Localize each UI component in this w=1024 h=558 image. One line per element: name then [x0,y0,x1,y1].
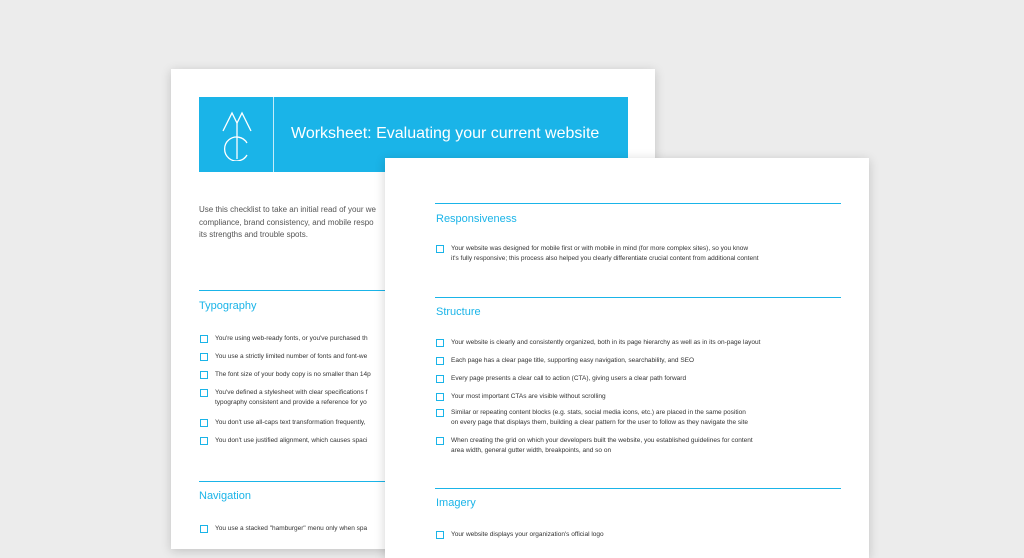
section-heading-typography: Typography [199,300,257,312]
checklist-item: You don't use justified alignment, which causes spaci [215,437,368,444]
checklist-item: The font size of your body copy is no smaller than 14p [215,371,371,378]
checklist-item: Your website displays your organization's official logo [451,531,604,538]
section-heading-navigation: Navigation [199,490,251,502]
section-heading-imagery: Imagery [436,497,476,509]
brand-logo [199,97,274,172]
checkbox[interactable] [200,437,208,445]
checklist-item: You're using web-ready fonts, or you've purchased th [215,335,368,342]
checklist-item: Your website was designed for mobile first or with mobile in mind (for more complex sites), so you know it's fully responsive; this process also helped you clearly differentiate crucial content from additional content [451,245,759,262]
checklist-item: When creating the grid on which your developers built the website, you established guidelines for content area width, general gutter width, breakpoints, and so on [451,437,753,454]
checklist-item: You use a strictly limited number of fonts and font-we [215,353,368,360]
section-divider [435,488,841,489]
checklist-item: You don't use all-caps text transformation frequently, [215,419,366,426]
intro-text: Use this checklist to take an initial read of your we compliance, brand consistency, and mobile respo its strengths and trouble spots. [199,205,376,239]
checkbox[interactable] [200,353,208,361]
checklist-item: Your website is clearly and consistently organized, both in its page hierarchy as well as in its on-page layout [451,339,761,346]
checkbox[interactable] [436,245,444,253]
checkbox[interactable] [436,437,444,445]
checkbox[interactable] [200,419,208,427]
checkbox[interactable] [436,375,444,383]
checkbox[interactable] [200,525,208,533]
section-divider [435,297,841,298]
section-heading-structure: Structure [436,306,481,318]
mc-logo-icon [219,109,255,161]
worksheet-title: Worksheet: Evaluating your current website [291,125,600,142]
section-divider [435,203,841,204]
section-heading-responsiveness: Responsiveness [436,213,517,225]
checkbox[interactable] [200,371,208,379]
checkbox[interactable] [436,357,444,365]
worksheet-front-page [385,158,869,558]
checklist-item: Every page presents a clear call to action (CTA), giving users a clear path forward [451,375,687,382]
checklist-item: Your most important CTAs are visible without scrolling [451,393,606,400]
checkbox[interactable] [436,393,444,401]
checkbox[interactable] [200,389,208,397]
checklist-item: You use a stacked "hamburger" menu only when spa [215,525,368,532]
checkbox[interactable] [200,335,208,343]
checklist-item: Similar or repeating content blocks (e.g. stats, social media icons, etc.) are placed in the same position on every page that displays them, building a clear pattern for the user to follow as they navigate the site [451,409,749,426]
checklist-item: You've defined a stylesheet with clear specifications f typography consistent and provide a reference for yo [215,389,368,406]
checkbox[interactable] [436,409,444,417]
checkbox[interactable] [436,339,444,347]
checklist-item: Each page has a clear page title, supporting easy navigation, searchability, and SEO [451,357,695,364]
